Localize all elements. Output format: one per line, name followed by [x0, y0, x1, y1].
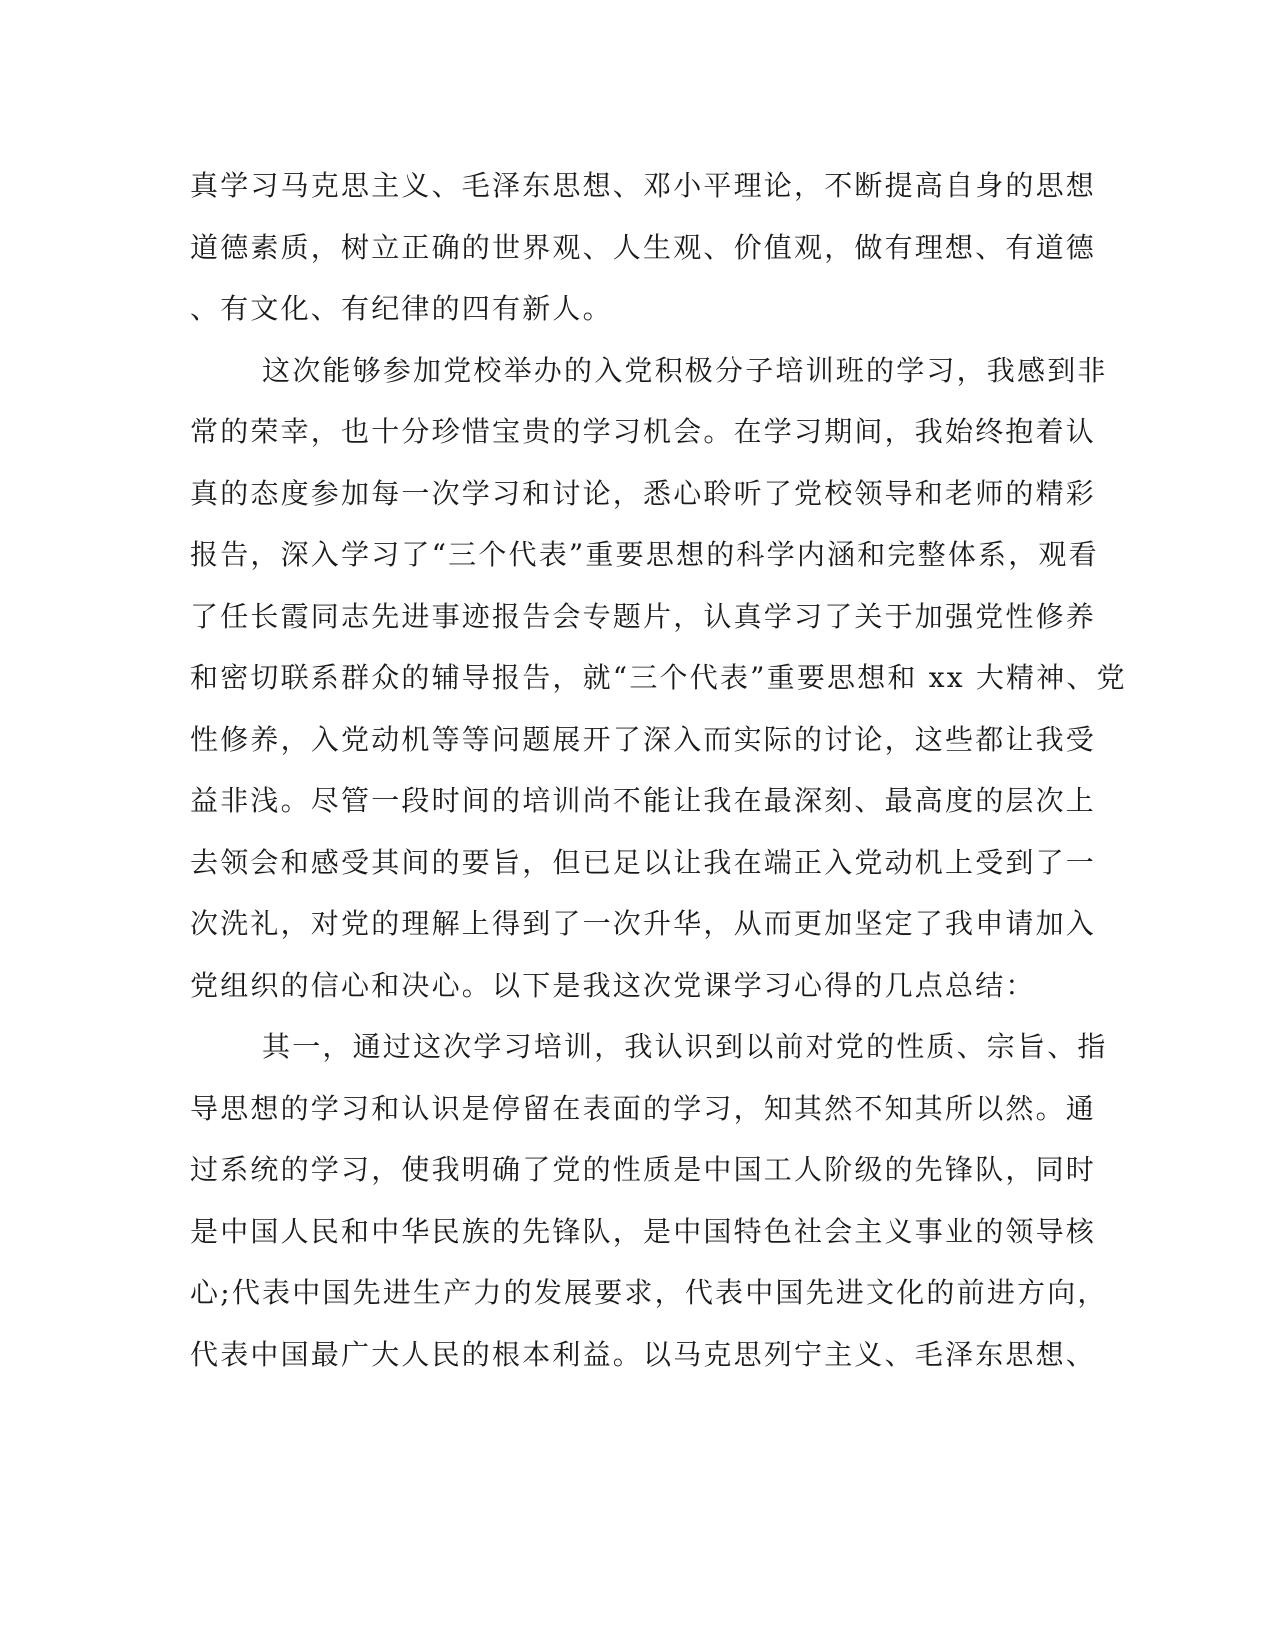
- text-line: 导思想的学习和认识是停留在表面的学习，知其然不知其所以然。通: [190, 1091, 1097, 1125]
- text-line: 党组织的信心和决心。以下是我这次党课学习心得的几点总结：: [190, 968, 1036, 1002]
- text-line: 和密切联系群众的辅导报告，就“三个代表”重要思想和 xx 大精神、党: [190, 661, 1127, 694]
- paragraph-start-line: 这次能够参加党校举办的入党积极分子培训班的学习，我感到非: [262, 353, 1108, 387]
- body-text: [190, 155, 1127, 1385]
- paragraph-start-line: 其一，通过这次学习培训，我认识到以前对党的性质、宗旨、指: [262, 1030, 1108, 1063]
- text-line: 去领会和感受其间的要旨，但已足以让我在端正入党动机上受到了一: [190, 845, 1097, 879]
- text-line: 过系统的学习，使我明确了党的性质是中国工人阶级的先锋队，同时: [190, 1153, 1097, 1186]
- text-line: 是中国人民和中华民族的先锋队，是中国特色社会主义事业的领导核: [190, 1214, 1097, 1248]
- text-line: 性修养，入党动机等等问题展开了深入而实际的讨论，这些都让我受: [190, 722, 1097, 756]
- text-line: 了任长霞同志先进事迹报告会专题片，认真学习了关于加强党性修养: [190, 599, 1097, 633]
- text-line: 道德素质，树立正确的世界观、人生观、价值观，做有理想、有道德: [190, 230, 1097, 264]
- text-line: 真的态度参加每一次学习和讨论，悉心聆听了党校领导和老师的精彩: [190, 476, 1097, 510]
- text-line: 益非浅。尽管一段时间的培训尚不能让我在最深刻、最高度的层次上: [190, 784, 1097, 817]
- text-line: 心;代表中国先进生产力的发展要求，代表中国先进文化的前进方向，: [190, 1276, 1108, 1309]
- text-line: 代表中国最广大人民的根本利益。以马克思列宁主义、毛泽东思想、: [190, 1337, 1097, 1371]
- text-line: 常的荣幸，也十分珍惜宝贵的学习机会。在学习期间，我始终抱着认: [190, 415, 1097, 448]
- text-line: 真学习马克思主义、毛泽东思想、邓小平理论，不断提高自身的思想: [190, 169, 1097, 202]
- text-line: 、有文化、有纪律的四有新人。: [190, 292, 613, 325]
- text-line: 报告，深入学习了“三个代表”重要思想的科学内涵和完整体系，观看: [190, 538, 1099, 571]
- text-line: 次洗礼，对党的理解上得到了一次升华，从而更加坚定了我申请加入: [190, 907, 1097, 940]
